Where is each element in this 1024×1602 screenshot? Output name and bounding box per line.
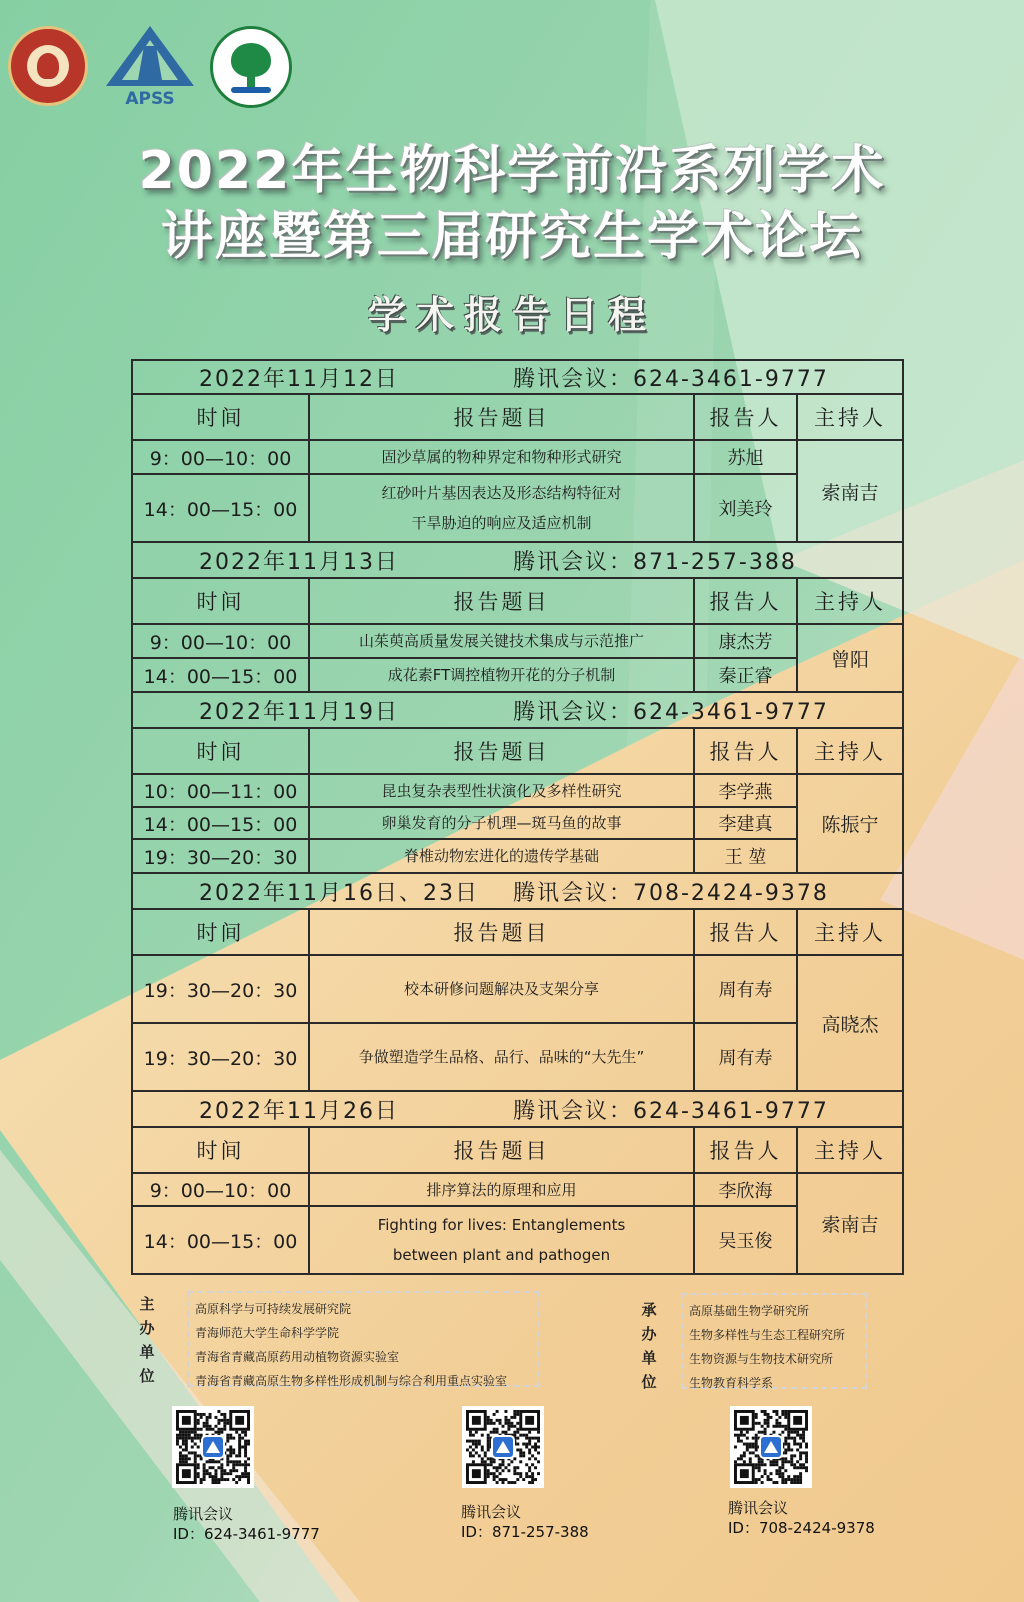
- talk-topic: [310, 625, 695, 657]
- header-host: 主持人: [814, 590, 886, 614]
- column-header-row: [131, 1128, 904, 1174]
- co-units-label: [638, 1298, 660, 1394]
- qr-caption-1: [173, 1504, 320, 1544]
- header-host: 主持人: [814, 406, 886, 430]
- talk-speaker: 李学燕: [695, 775, 798, 806]
- talk-time: 14：00—15：00: [133, 808, 310, 838]
- header-time: 时间: [133, 579, 310, 623]
- talk-topic-line: 争做塑造学生品格、品行、品味的“大先生”: [358, 1048, 645, 1066]
- qr-code-2[interactable]: [462, 1406, 544, 1488]
- talk-row: [133, 1207, 798, 1273]
- talk-topic: [310, 808, 695, 838]
- talk-rows: [133, 441, 798, 541]
- talk-topic-text: [404, 974, 599, 1004]
- talk-topic-line: 脊椎动物宏进化的遗传学基础: [403, 847, 599, 865]
- talk-row: [133, 956, 798, 1024]
- column-header-row: [131, 395, 904, 441]
- header-topic: 报告题目: [310, 579, 695, 623]
- qr-caption-label: 腾讯会议: [461, 1503, 522, 1521]
- header-topic: 报告题目: [310, 395, 695, 439]
- talk-topic-line: 成花素FT调控植物开花的分子机制: [387, 666, 616, 684]
- talk-row: [133, 775, 798, 808]
- talk-speaker: 周有寿: [695, 956, 798, 1022]
- poster-title-line1: 2022年生物科学前沿系列学术: [138, 141, 886, 201]
- qr-caption-id: ID：871-257-388: [461, 1523, 589, 1541]
- header-speaker: 报告人: [695, 729, 798, 773]
- talk-topic-line: between plant and pathogen: [392, 1246, 611, 1264]
- co-unit-item: 高原基础生物学研究所: [689, 1304, 810, 1318]
- talk-speaker: 周有寿: [695, 1024, 798, 1090]
- header-time: 时间: [133, 729, 310, 773]
- poster-subtitle: 学术报告日程: [367, 293, 656, 337]
- header-time: 时间: [133, 1128, 310, 1172]
- talk-topic-text: [404, 841, 599, 871]
- talk-topic: [310, 1174, 695, 1205]
- talk-row: [133, 808, 798, 840]
- talk-time: 9：00—10：00: [133, 441, 310, 473]
- talk-speaker: 王 堃: [695, 840, 798, 872]
- qr-code-1[interactable]: [172, 1406, 254, 1488]
- header-speaker: 报告人: [695, 579, 798, 623]
- co-unit-item: 生物多样性与生态工程研究所: [689, 1328, 846, 1342]
- label-char: 单: [641, 1349, 657, 1367]
- session-host: 索南吉: [821, 1214, 879, 1236]
- talk-time: 9：00—10：00: [133, 625, 310, 657]
- session-date: 2022年11月12日: [199, 366, 399, 392]
- talk-row: [133, 1174, 798, 1207]
- label-char: 承: [641, 1301, 657, 1319]
- header-time: 时间: [133, 395, 310, 439]
- talk-topic-text: [388, 660, 616, 690]
- session-date: 2022年11月13日: [199, 549, 399, 575]
- talk-time: 14：00—15：00: [133, 475, 310, 541]
- host-units-label: [136, 1292, 158, 1388]
- label-char: 位: [641, 1373, 657, 1391]
- svg-text:APSS: APSS: [125, 89, 175, 108]
- talk-topic-text: [381, 808, 621, 838]
- talk-topic-line: Fighting for lives: Entanglements: [377, 1216, 626, 1234]
- talk-row: [133, 625, 798, 659]
- talk-time: 9：00—10：00: [133, 1174, 310, 1205]
- talk-topic-text: [359, 626, 644, 656]
- talk-topic-text: [381, 478, 621, 538]
- talk-topic-line: 红砂叶片基因表达及形态结构特征对: [381, 484, 622, 502]
- session-host: 陈振宁: [821, 814, 879, 836]
- session-talks: [131, 1174, 904, 1275]
- session-meeting-id: 腾讯会议：624-3461-9777: [513, 366, 829, 392]
- header-host: 主持人: [814, 921, 886, 945]
- talk-topic: [310, 956, 695, 1022]
- talk-speaker: 刘美玲: [695, 475, 798, 541]
- session-header: [131, 359, 904, 395]
- header-speaker: 报告人: [695, 395, 798, 439]
- session-talks: [131, 956, 904, 1092]
- talk-speaker: 苏旭: [695, 441, 798, 473]
- talk-rows: [133, 625, 798, 691]
- header-time: 时间: [133, 910, 310, 954]
- talk-time: 14：00—15：00: [133, 659, 310, 691]
- session-header: [131, 1092, 904, 1128]
- qr-code-3[interactable]: [730, 1406, 812, 1488]
- label-char: 主: [139, 1295, 155, 1313]
- talk-topic: [310, 1207, 695, 1273]
- label-char: 办: [641, 1325, 657, 1343]
- talk-topic-text: [359, 1042, 645, 1072]
- header-topic: 报告题目: [310, 729, 695, 773]
- talk-row: [133, 1024, 798, 1090]
- qr-caption-id: ID：624-3461-9777: [173, 1525, 320, 1543]
- apss-logo: [104, 24, 196, 108]
- qr-pattern: [734, 1410, 808, 1484]
- logo-tree-crown: [231, 43, 271, 77]
- session-date: 2022年11月16日、23日: [199, 880, 479, 906]
- talk-topic-line: 昆虫复杂表型性状演化及多样性研究: [381, 781, 622, 800]
- talk-topic-text: [381, 776, 621, 806]
- talk-topic-line: 排序算法的原理和应用: [426, 1180, 577, 1199]
- label-char: 位: [139, 1367, 155, 1385]
- session-date: 2022年11月26日: [199, 1098, 399, 1124]
- talk-topic: [310, 775, 695, 806]
- co-unit-item: 生物资源与生物技术研究所: [689, 1352, 834, 1366]
- talk-topic-line: 固沙草属的物种界定和物种形式研究: [381, 448, 622, 466]
- host-unit-item: 高原科学与可持续发展研究院: [195, 1302, 352, 1316]
- talk-topic-line: 卵巢发育的分子机理—斑马鱼的故事: [381, 814, 622, 832]
- talk-topic-text: [378, 1210, 626, 1270]
- label-char: 办: [139, 1319, 155, 1337]
- talk-row: [133, 659, 798, 691]
- university-logo: [8, 26, 88, 106]
- qr-caption-3: [728, 1498, 875, 1538]
- session-host: 曾阳: [830, 648, 869, 671]
- logo-water-base: [231, 87, 271, 93]
- session-host: 索南吉: [821, 481, 879, 504]
- talk-speaker: 李欣海: [695, 1174, 798, 1205]
- schedule-table: [131, 359, 904, 1275]
- header-topic: 报告题目: [310, 1128, 695, 1172]
- session-meeting-id: 腾讯会议：708-2424-9378: [513, 880, 829, 906]
- host-unit-item: 青海省青藏高原药用动植物资源实验室: [195, 1350, 400, 1364]
- host-unit-item: 青海师范大学生命科学学院: [195, 1326, 340, 1340]
- talk-time: 19：30—20：30: [133, 840, 310, 872]
- co-units-list: [681, 1293, 867, 1389]
- host-units-list: [187, 1291, 539, 1387]
- session-talks: [131, 625, 904, 693]
- qr-pattern: [176, 1410, 250, 1484]
- talk-topic-line: 干旱胁迫的响应及适应机制: [411, 514, 592, 532]
- header-speaker: 报告人: [695, 1128, 798, 1172]
- talk-time: 14：00—15：00: [133, 1207, 310, 1273]
- session-header: [131, 543, 904, 579]
- talk-topic: [310, 659, 695, 691]
- session-meeting-id: 腾讯会议：624-3461-9777: [513, 699, 829, 725]
- header-host: 主持人: [814, 1139, 886, 1163]
- qr-pattern: [466, 1410, 540, 1484]
- talk-topic-line: 校本研修问题解决及支架分享: [403, 980, 599, 998]
- column-header-row: [131, 579, 904, 625]
- talk-speaker: 康杰芳: [695, 625, 798, 657]
- qr-caption-2: [461, 1502, 589, 1542]
- session-meeting-id: 腾讯会议：624-3461-9777: [513, 1098, 829, 1124]
- talk-row: [133, 840, 798, 872]
- talk-time: 10：00—11：00: [133, 775, 310, 806]
- talk-rows: [133, 956, 798, 1090]
- label-char: 单: [139, 1343, 155, 1361]
- co-unit-item: 生物教育科学系: [689, 1376, 774, 1390]
- session-header: [131, 874, 904, 910]
- talk-topic: [310, 475, 695, 541]
- session-host: 高晓杰: [821, 1013, 879, 1036]
- poster-title-line2: 讲座暨第三届研究生学术论坛: [160, 207, 863, 267]
- header-host: 主持人: [814, 740, 886, 764]
- talk-speaker: 吴玉俊: [695, 1207, 798, 1273]
- talk-topic: [310, 441, 695, 473]
- talk-topic-text: [426, 1175, 576, 1205]
- header-speaker: 报告人: [695, 910, 798, 954]
- talk-topic-text: [381, 442, 621, 472]
- talk-topic-line: 山茱萸高质量发展关键技术集成与示范推广: [358, 632, 644, 650]
- qr-caption-id: ID：708-2424-9378: [728, 1519, 875, 1537]
- qr-caption-label: 腾讯会议: [173, 1505, 234, 1523]
- host-unit-item: 青海省青藏高原生物多样性形成机制与综合利用重点实验室: [195, 1374, 508, 1388]
- column-header-row: [131, 729, 904, 775]
- talk-topic: [310, 1024, 695, 1090]
- session-talks: [131, 441, 904, 543]
- column-header-row: [131, 910, 904, 956]
- talk-row: [133, 475, 798, 541]
- talk-rows: [133, 775, 798, 872]
- talk-time: 19：30—20：30: [133, 956, 310, 1022]
- logo-emblem-mark: [37, 53, 59, 79]
- qr-caption-label: 腾讯会议: [728, 1499, 789, 1517]
- talk-speaker: 李建真: [695, 808, 798, 838]
- session-date: 2022年11月19日: [199, 699, 399, 725]
- session-meeting-id: 腾讯会议：871-257-388: [513, 549, 797, 575]
- life-sciences-school-logo: [210, 26, 292, 108]
- header-topic: 报告题目: [310, 910, 695, 954]
- talk-row: [133, 441, 798, 475]
- talk-topic: [310, 840, 695, 872]
- talk-speaker: 秦正睿: [695, 659, 798, 691]
- talk-rows: [133, 1174, 798, 1273]
- talk-time: 19：30—20：30: [133, 1024, 310, 1090]
- session-header: [131, 693, 904, 729]
- session-talks: [131, 775, 904, 874]
